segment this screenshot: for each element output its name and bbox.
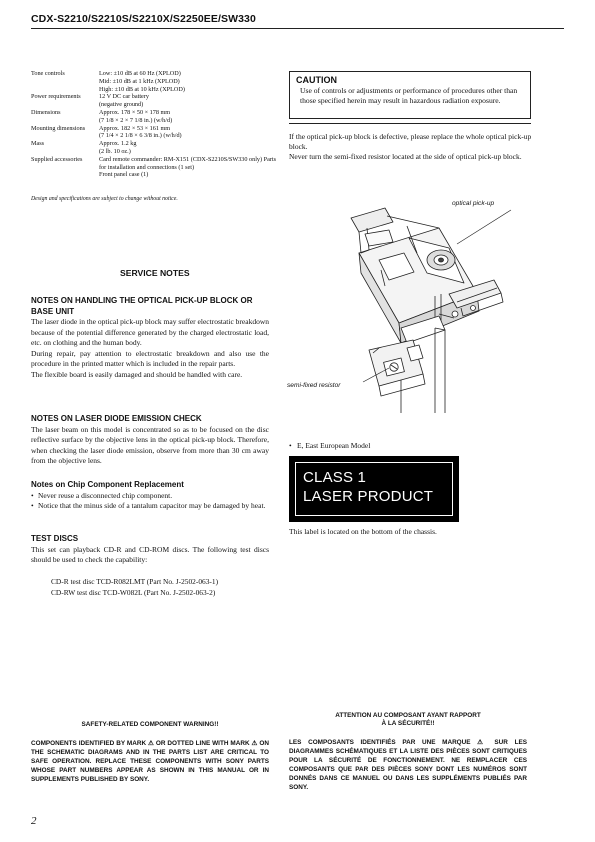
spec-change-note: Design and specifications are subject to change without notice. (31, 196, 178, 202)
spec-row (31, 70, 281, 93)
safety-warning-title: SAFETY-RELATED COMPONENT WARNING!! (81, 721, 219, 728)
handling-notes-title: NOTES ON HANDLING THE OPTICAL PICK-UP BLOCK OR BASE UNIT (31, 296, 253, 316)
spec-value: Low: ±10 dB at 60 Hz (XPLOD) Mid: ±10 dB at 1 kHz (XPLOD) High: ±10 dB at 10 kHz (XPLOD) (99, 70, 185, 93)
document-header-title: CDX-S2210/S2210S/S2210X/S2250EE/SW330 (31, 13, 256, 25)
optical-pickup-label: optical pick-up (452, 200, 495, 207)
safety-warning-title-fr-1: ATTENTION AU COMPOSANT AYANT RAPPORT (335, 712, 481, 719)
spec-value: Card remote commander: RM-X151 (CDX-S2210S/SW330 only) Parts for installation and connections (1 set) Front panel case (1) (99, 155, 277, 179)
safety-warning-title-fr-2: À LA SÉCURITÉ!! (381, 720, 435, 727)
model-note-text: E, East European Model (297, 441, 371, 450)
test-discs-body: This set can playback CD-R and CD-ROM discs. The following test discs should be used to check the capability: (31, 544, 269, 564)
spec-value: 12 V DC car battery (negative ground) (99, 93, 149, 109)
spec-value: Approx. 182 × 53 × 161 mm (7 1/4 × 2 1/8 × 6 3/8 in.) (w/h/d) (99, 124, 182, 140)
handling-notes-paragraph-3: The flexible board is easily damaged and should be handled with care. (31, 369, 243, 379)
model-note (289, 441, 370, 450)
class1-laser-label-frame (295, 462, 453, 516)
pickup-instruction-2: Never turn the semi-fixed resistor located at the side of optical pick-up block. (289, 152, 522, 161)
spec-label: Dimensions (31, 108, 61, 116)
class1-laser-label (289, 456, 459, 522)
class-label-line-1: CLASS 1 (303, 469, 367, 486)
spec-label: Supplied accessories (31, 155, 83, 163)
spec-label: Mass (31, 140, 45, 148)
chip-replacement-title: Notes on Chip Component Replacement (31, 480, 184, 489)
caution-title: CAUTION (296, 75, 337, 85)
handling-notes-section (31, 296, 269, 380)
optical-pickup-diagram (289, 198, 534, 413)
chip-replacement-section (31, 480, 269, 512)
laser-check-title: NOTES ON LASER DIODE EMISSION CHECK (31, 414, 202, 423)
test-discs-list (51, 576, 218, 598)
test-disc-item: CD-R test disc TCD-R082LMT (Part No. J-2502-063-1) (51, 577, 219, 586)
safety-warning-body-fr: LES COMPOSANTS IDENTIFIÉS PAR UNE MARQUE ⚠ SUR LES DIAGRAMMES SCHÉMATIQUES ET LA LISTE DES PIÈCES SONT CRITIQUES POUR LA SÉCURITÉ DE FONCTIONNEMENT. NE REMPLACER CES COMPOSANTS QUE PAR DES PIÈCES SONY DONT LES NUMÉROS SONT DONNÉS DANS CE MANUEL OU DANS LES SUPPLÉMENTS PUBLIÉS PAR SONY. (289, 739, 527, 791)
laser-check-section (31, 414, 269, 467)
spec-row (31, 93, 281, 109)
chip-note-text: Notice that the minus side of a tantalum capacitor may be damaged by heat. (38, 501, 266, 510)
safety-warning-french (289, 712, 527, 792)
safety-warning-body: COMPONENTS IDENTIFIED BY MARK ⚠ OR DOTTED LINE WITH MARK ⚠ ON THE SCHEMATIC DIAGRAMS AND IN THE PARTS LIST ARE CRITICAL TO SAFE OPERATION. REPLACE THESE COMPONENTS WITH SONY PARTS WHOSE PART NUMBERS APPEAR AS SHOWN IN THIS MANUAL OR IN SUPPLEMENTS PUBLISHED BY SONY. (31, 740, 269, 783)
bullet-icon: • (289, 441, 292, 450)
spec-label: Tone controls (31, 70, 65, 77)
service-notes-title: SERVICE NOTES (120, 268, 190, 278)
pickup-illustration (289, 198, 534, 413)
test-disc-item: CD-RW test disc TCD-W082L (Part No. J-2502-063-2) (51, 588, 216, 597)
handling-notes-paragraph-1: The laser diode in the optical pick-up block may suffer electrostatic breakdown because of the potential difference generated by the charged electrostatic load, etc. on clothing and the human body. (31, 317, 269, 347)
test-discs-title: TEST DISCS (31, 534, 79, 543)
caution-text: Use of controls or adjustments or performance of procedures other than those specified herein may result in hazardous radiation exposure. (300, 86, 518, 105)
spec-row (31, 125, 281, 141)
specifications-table (31, 70, 281, 179)
spec-row (31, 156, 281, 179)
header-rule (31, 28, 564, 29)
test-discs-section (31, 534, 269, 566)
label-location-note: This label is located on the bottom of the chassis. (289, 527, 437, 536)
spec-label: Power requirements (31, 93, 81, 101)
page-number: 2 (31, 815, 37, 827)
laser-check-body: The laser beam on this model is concentrated so as to be focused on the disc reflective surface by the objective lens in the optical pick-up block. Therefore, when checking the laser diode emission, observe from more than 30 cm away from the objective lens. (31, 424, 269, 465)
bullet-icon: • (31, 501, 34, 510)
semi-fixed-resistor-label: semi-fixed resistor (287, 382, 341, 389)
spec-row (31, 140, 281, 156)
spec-row (31, 109, 281, 125)
chip-note-text: Never reuse a disconnected chip component. (38, 490, 173, 500)
pickup-instruction-1: If the optical pick-up block is defective, please replace the whole optical pick-up block. (289, 132, 532, 151)
pickup-instructions (289, 132, 534, 162)
spec-value: Approx. 178 × 50 × 178 mm (7 1/8 × 2 × 7 1/8 in.) (w/h/d) (99, 108, 173, 124)
spec-label: Mounting dimensions (31, 124, 86, 132)
spec-value: Approx. 1.2 kg (2 lb. 10 oz.) (99, 140, 137, 155)
class-label-line-2: LASER PRODUCT (303, 487, 434, 505)
caution-rule (289, 123, 531, 124)
chip-note-item (31, 491, 269, 502)
caution-box (289, 71, 531, 119)
bullet-icon: • (31, 490, 34, 500)
handling-notes-paragraph-2: During repair, pay attention to electrostatic breakdown and also use the procedure in the printed matter which is included in the repair parts. (31, 348, 269, 368)
chip-note-item (31, 501, 269, 512)
safety-warning-english (31, 721, 269, 784)
